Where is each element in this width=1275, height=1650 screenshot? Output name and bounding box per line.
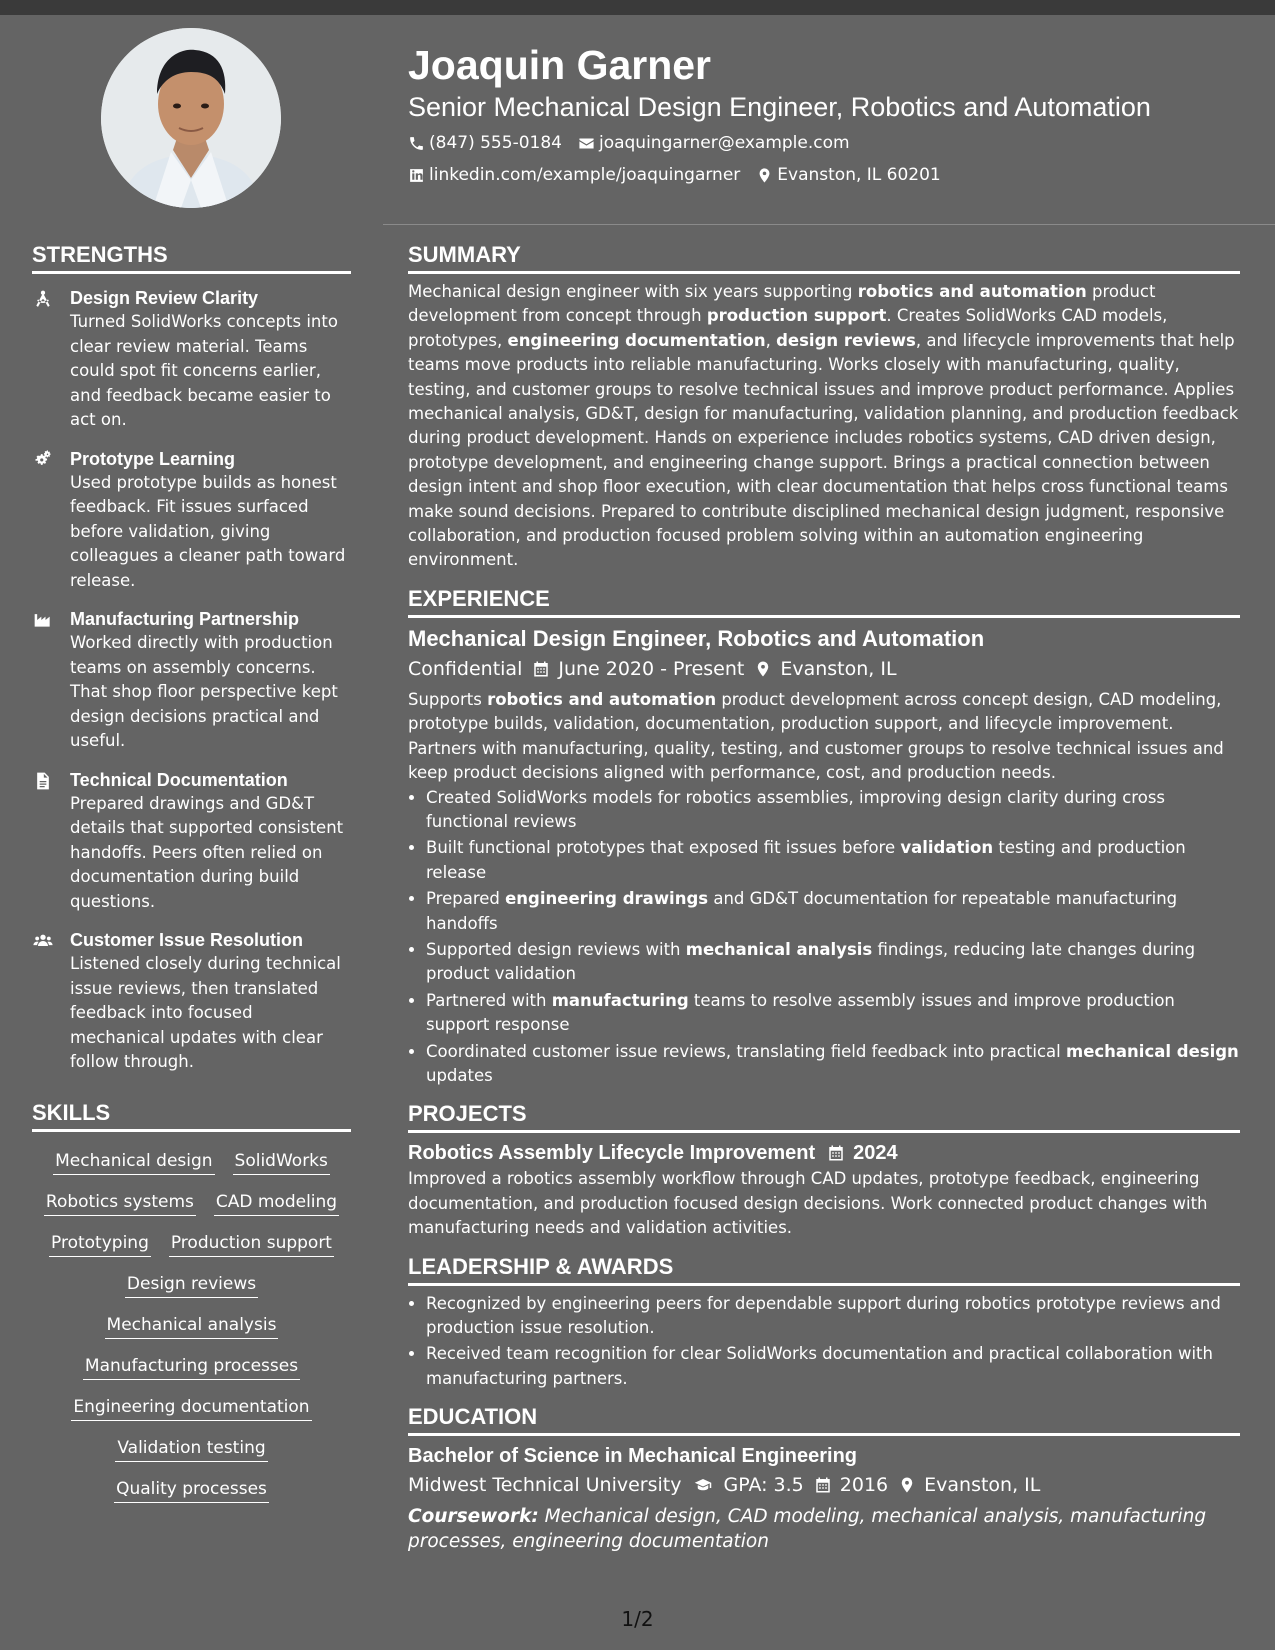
job-bullet: • Coordinated customer issue reviews, translating field feedback into practical mechanical design updates: [426, 1040, 1240, 1089]
strength-item: [32, 447, 351, 594]
job-bullet: • Created SolidWorks models for robotics assemblies, improving design clarity during cross functional reviews: [426, 786, 1240, 835]
strength-item: [32, 768, 351, 915]
skill-tag: Mechanical analysis: [105, 1312, 279, 1339]
leadership-heading: LEADERSHIP & AWARDS: [408, 1253, 1240, 1286]
contact-row-1: [408, 127, 1258, 159]
skill-tag: Design reviews: [125, 1271, 258, 1298]
graduation-year: 2016: [814, 1470, 888, 1500]
skill-tag: Mechanical design: [53, 1148, 214, 1175]
leadership-list: [408, 1292, 1240, 1392]
resume-header: [408, 41, 1258, 191]
job-dates: June 2020 - Present: [532, 654, 744, 684]
strength-item: [32, 286, 351, 433]
project-date: 2024: [827, 1139, 898, 1167]
users-icon: [32, 931, 54, 951]
strength-item: [32, 607, 351, 754]
job-title: Mechanical Design Engineer, Robotics and Automation: [408, 625, 985, 651]
header-divider: [383, 224, 1275, 225]
strength-text: Prepared drawings and GD&T details that supported consistent handoffs. Peers often relied on documentation during build questions.: [70, 793, 344, 911]
calendar-icon: [827, 1144, 845, 1162]
education-section: [408, 1403, 1240, 1554]
gpa: GPA: 3.5: [691, 1470, 803, 1500]
skill-tag: Prototyping: [49, 1230, 151, 1257]
page-number: 1/2: [621, 1607, 654, 1631]
degree-title: Bachelor of Science in Mechanical Engineering: [408, 1445, 858, 1468]
profile-photo-illustration: [101, 28, 281, 208]
experience-section: [408, 585, 1240, 1089]
job-bullet: • Prepared engineering drawings and GD&T documentation for repeatable manufacturing handoffs: [426, 887, 1240, 936]
strength-text: Listened closely during technical issue reviews, then translated feedback into focused mechanical updates with clear follow through.: [70, 954, 341, 1071]
email-text[interactable]: joaquingarner@example.com: [598, 133, 850, 153]
candidate-name: Joaquin Garner: [408, 42, 712, 88]
location-text: Evanston, IL 60201: [777, 165, 941, 185]
phone-text: (847) 555-0184: [429, 133, 562, 153]
skill-tag: Production support: [169, 1230, 334, 1257]
skills-heading: SKILLS: [32, 1099, 351, 1132]
summary-text: Mechanical design engineer with six years supporting robotics and automation product development from concept through production support. Creates SolidWorks CAD models, prototypes, engineering documentation, design reviews, and lifecycle improvements that help teams move products into reliable manufacturing. Works closely with manufacturing, quality, testing, and customer groups to resolve technical issues and improve product performance. Applies mechanical analysis, GD&T, design for manufacturing, validation planning, and production feedback during product development. Hands on experience includes robotics systems, CAD driven design, prototype development, and engineering change support. Brings a practical connection between design intent and shop floor execution, with clear documentation that helps cross functional teams make sound decisions. Prepared to contribute disciplined mechanical design judgment, responsive collaboration, and production focused problem solving within an automation engineering environment.: [408, 282, 1239, 570]
leadership-item: • Received team recognition for clear SolidWorks documentation and practical collaboration with manufacturing partners.: [426, 1342, 1240, 1391]
project-title-row: [408, 1139, 1240, 1167]
left-column: [32, 241, 351, 1503]
skill-tag: Quality processes: [114, 1476, 269, 1503]
right-column: [408, 241, 1240, 1566]
envelope-icon: [578, 135, 595, 152]
profile-photo: [101, 28, 281, 208]
job-bullets: [408, 786, 1240, 1089]
skills-list: [32, 1144, 351, 1503]
top-bar: [0, 0, 1275, 15]
resume-page: [0, 15, 1275, 1650]
school-location: Evanston, IL: [898, 1470, 1040, 1500]
linkedin-contact[interactable]: [408, 159, 740, 191]
strength-title: Prototype Learning: [70, 448, 236, 469]
gears-icon: [32, 450, 54, 470]
map-pin-icon: [898, 1476, 916, 1494]
school-name: Midwest Technical University: [408, 1474, 682, 1497]
location-contact: [756, 159, 940, 191]
contact-row-2: [408, 159, 1258, 191]
job-bullet: • Built functional prototypes that exposed fit issues before validation testing and production release: [426, 836, 1240, 885]
strength-text: Turned SolidWorks concepts into clear review material. Teams could spot fit concerns earlier, and feedback became easier to act on.: [70, 312, 338, 429]
email-contact[interactable]: [578, 127, 850, 159]
strength-item: [32, 928, 351, 1075]
job-location: Evanston, IL: [754, 654, 896, 684]
skills-section: [32, 1099, 351, 1503]
strength-title: Manufacturing Partnership: [70, 609, 300, 629]
strength-title: Technical Documentation: [70, 769, 288, 790]
projects-heading: PROJECTS: [408, 1100, 1240, 1133]
summary-heading: SUMMARY: [408, 241, 1240, 274]
project-title: Robotics Assembly Lifecycle Improvement: [408, 1142, 816, 1165]
job-meta: [408, 654, 1240, 684]
projects-section: [408, 1100, 1240, 1240]
calendar-icon: [814, 1476, 832, 1494]
project-description: Improved a robotics assembly workflow through CAD updates, prototype feedback, engineering documentation, and production focused design decisions. Work connected product changes with manufacturing needs and validation activities.: [408, 1169, 1208, 1238]
education-meta: [408, 1470, 1240, 1500]
strength-title: Customer Issue Resolution: [70, 930, 304, 950]
strength-text: Used prototype builds as honest feedback. Fit issues surfaced before validation, giving colleagues a cleaner path toward release.: [70, 472, 346, 590]
phone-icon: [408, 135, 425, 152]
leadership-item: • Recognized by engineering peers for dependable support during robotics prototype reviews and production issue resolution.: [426, 1292, 1240, 1341]
phone-contact: [408, 127, 562, 159]
strength-title: Design Review Clarity: [70, 288, 259, 308]
summary-section: [408, 241, 1240, 573]
job-bullet: • Supported design reviews with mechanical analysis findings, reducing late changes during product validation: [426, 938, 1240, 987]
skill-tag: Manufacturing processes: [83, 1353, 300, 1380]
strength-text: Worked directly with production teams on assembly concerns. That shop floor perspective kept design decisions practical and useful.: [70, 633, 338, 750]
skill-tag: Robotics systems: [44, 1189, 196, 1216]
graduation-cap-icon: [691, 1476, 715, 1494]
calendar-icon: [532, 660, 550, 678]
industry-icon: [32, 610, 54, 630]
company-name: Confidential: [408, 657, 523, 680]
skill-tag: Engineering documentation: [71, 1394, 311, 1421]
skill-tag: Validation testing: [115, 1435, 267, 1462]
linkedin-text[interactable]: linkedin.com/example/joaquingarner: [429, 165, 741, 185]
education-heading: EDUCATION: [408, 1403, 1240, 1436]
leadership-section: [408, 1253, 1240, 1392]
map-pin-icon: [756, 167, 773, 184]
job-description: Supports robotics and automation product development across concept design, CAD modeling, prototype builds, validation, documentation, production support, and lifecycle improvement. Partners with manufacturing, quality, testing, and customer groups to resolve technical issues and keep product decisions aligned with performance, cost, and production needs.: [408, 689, 1224, 783]
experience-heading: EXPERIENCE: [408, 585, 1240, 618]
skill-tag: CAD modeling: [214, 1189, 339, 1216]
linkedin-icon: [408, 167, 425, 184]
strengths-heading: STRENGTHS: [32, 241, 351, 274]
document-icon: [32, 771, 54, 791]
coursework: Coursework: Mechanical design, CAD modeling, mechanical analysis, manufacturing processes, engineering documentation: [408, 1506, 1207, 1553]
skill-tag: SolidWorks: [233, 1148, 330, 1175]
drafting-compass-icon: [32, 289, 54, 309]
candidate-title: Senior Mechanical Design Engineer, Robotics and Automation: [408, 92, 1151, 122]
job-bullet: • Partnered with manufacturing teams to resolve assembly issues and improve production support response: [426, 989, 1240, 1038]
map-pin-icon: [754, 660, 772, 678]
